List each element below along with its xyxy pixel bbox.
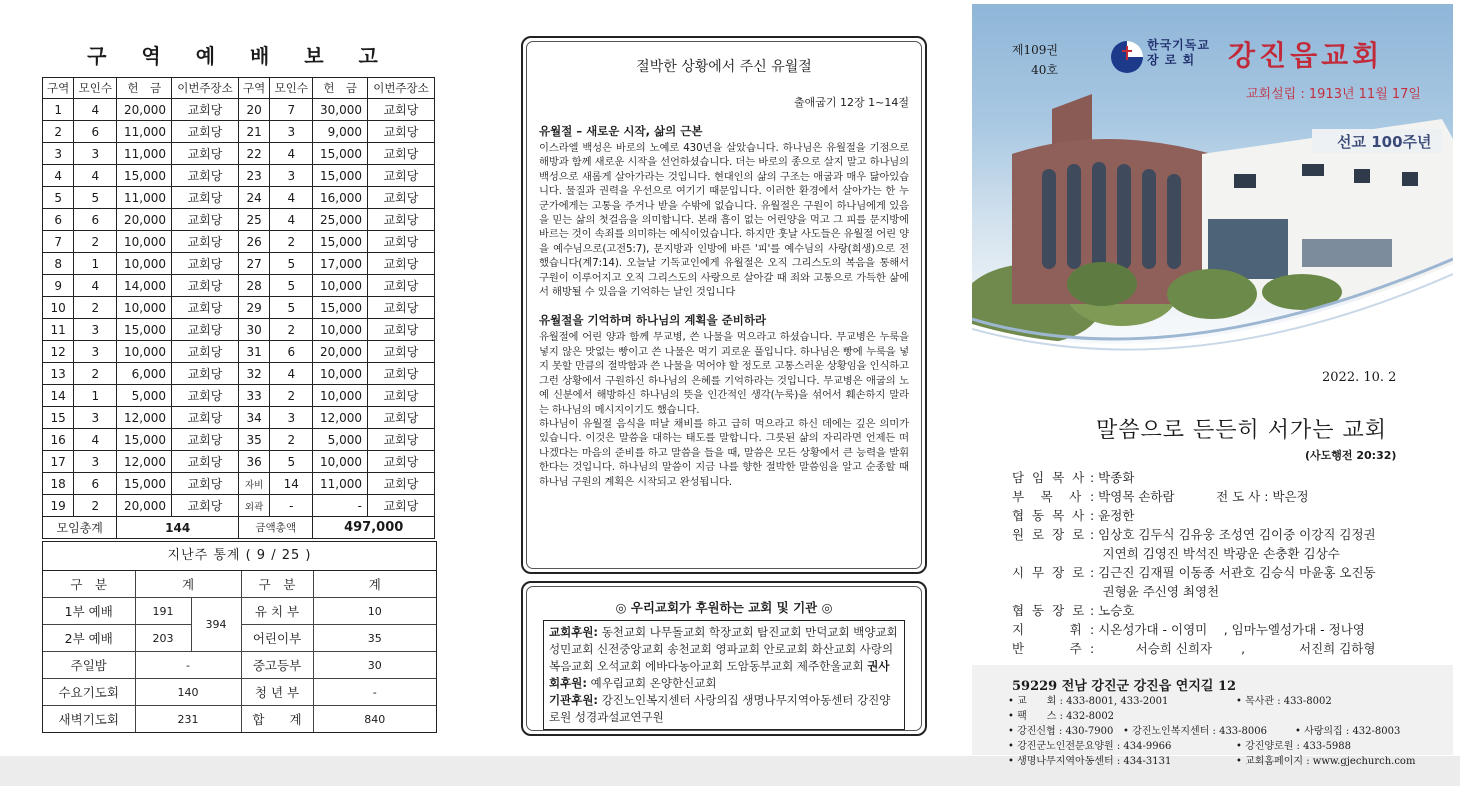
table-cell: 10,000 <box>313 363 368 385</box>
staff-role: 협 동 장 로 <box>1012 603 1087 618</box>
table-cell: 3 <box>270 165 313 187</box>
staff-row <box>1012 601 1442 620</box>
table-cell: 교회당 <box>172 143 239 165</box>
stats-value: 35 <box>313 625 436 652</box>
table-cell: 9,000 <box>313 121 368 143</box>
table-cell: 5,000 <box>313 429 368 451</box>
table-cell: 교회당 <box>172 209 239 231</box>
stats-row <box>43 598 436 625</box>
table-row <box>43 473 435 495</box>
stats-label: 1부 예배 <box>43 598 135 625</box>
table-cell: 7 <box>270 99 313 121</box>
table-cell: 9 <box>43 275 74 297</box>
table-cell: 1 <box>43 99 74 121</box>
table-cell: 2 <box>270 319 313 341</box>
contact-item: • 교 회 : 433-8001, 433-2001 <box>1008 696 1169 707</box>
table-cell: 교회당 <box>172 385 239 407</box>
table-cell: 10,000 <box>117 341 172 363</box>
stats-label: 새벽기도회 <box>43 706 135 733</box>
org-support-label: 기관후원: <box>549 693 599 707</box>
header-cell: 모인수 <box>270 78 313 99</box>
contact-item: • 교회홈페이지 : www.gjechurch.com <box>1236 756 1416 767</box>
table-cell: 10,000 <box>117 253 172 275</box>
table-cell: 10,000 <box>313 319 368 341</box>
table-row <box>43 121 435 143</box>
table-cell: 교회당 <box>172 451 239 473</box>
table-cell: 6 <box>270 341 313 363</box>
article-inner <box>526 41 922 569</box>
volume-badge <box>1008 40 1058 80</box>
table-cell: 3 <box>270 407 313 429</box>
table-cell: 18 <box>43 473 74 495</box>
table-cell: 26 <box>238 231 269 253</box>
header-cell: 구역 <box>238 78 269 99</box>
table-cell: 21 <box>238 121 269 143</box>
denomination-line2: 장 로 회 <box>1147 53 1196 67</box>
table-cell: 11,000 <box>117 121 172 143</box>
table-cell: 10,000 <box>313 451 368 473</box>
table-row <box>43 495 435 517</box>
table-cell: 4 <box>74 99 117 121</box>
contact-item: • 강진군노인전문요양원 : 434-9966 <box>1008 741 1172 752</box>
denomination <box>1147 38 1210 68</box>
table-cell: 20,000 <box>117 495 172 517</box>
table-cell: 11,000 <box>117 143 172 165</box>
table-cell: 14,000 <box>117 275 172 297</box>
table-cell: 교회당 <box>172 231 239 253</box>
table-cell: 교회당 <box>172 429 239 451</box>
table-cell: 15,000 <box>117 319 172 341</box>
table-row <box>43 429 435 451</box>
table-cell: 3 <box>74 341 117 363</box>
table-cell: 5 <box>270 253 313 275</box>
staff-names: : 박종화 <box>1090 470 1135 485</box>
table-row <box>43 231 435 253</box>
staff-names: : 시온성가대 - 이영미 , 임마누엘성가대 - 정나영 <box>1090 622 1365 637</box>
table-cell: 5 <box>270 451 313 473</box>
report-header-row <box>43 78 435 99</box>
table-cell: 28 <box>238 275 269 297</box>
table-cell: 교회당 <box>367 209 434 231</box>
table-cell: 31 <box>238 341 269 363</box>
amount-label: 금액총액 <box>238 517 312 539</box>
table-cell: 15 <box>43 407 74 429</box>
article-heading: 유월절을 기억하며 하나님의 계획을 준비하라 <box>539 313 767 328</box>
contact-item: • 목사관 : 433-8002 <box>1236 696 1332 707</box>
table-cell: 12,000 <box>117 451 172 473</box>
table-cell: 6,000 <box>117 363 172 385</box>
total-label: 모임총계 <box>43 517 117 539</box>
table-row <box>43 165 435 187</box>
stats-label: 수요기도회 <box>43 679 135 706</box>
staff-role <box>1012 544 1090 563</box>
table-cell: 교회당 <box>172 99 239 121</box>
staff-row <box>1012 468 1442 487</box>
table-cell: 2 <box>74 231 117 253</box>
table-cell: 4 <box>270 187 313 209</box>
staff-row <box>1012 525 1442 544</box>
table-cell: 15,000 <box>117 165 172 187</box>
table-cell: 4 <box>74 165 117 187</box>
table-cell: 교회당 <box>172 363 239 385</box>
table-cell: 교회당 <box>367 473 434 495</box>
deacon-support-label: 권사회후원: <box>549 659 890 690</box>
table-cell: 교회당 <box>367 121 434 143</box>
table-cell: 33 <box>238 385 269 407</box>
table-cell: 15,000 <box>313 165 368 187</box>
table-cell: 23 <box>238 165 269 187</box>
contact-item: • 강진신협 : 430-7900 <box>1008 726 1114 737</box>
table-cell: 자비 <box>238 473 269 495</box>
stats-value: 10 <box>313 598 436 625</box>
stats-header: 구 분 <box>241 571 313 598</box>
stats-label: 유 치 부 <box>241 598 313 625</box>
header-cell: 모인수 <box>74 78 117 99</box>
table-cell: 5 <box>270 275 313 297</box>
staff-role: 부 목 사 <box>1012 489 1084 504</box>
church-support-label: 교회후원: <box>549 625 599 639</box>
table-cell: 25,000 <box>313 209 368 231</box>
founding-date: 교회설립 : 1913년 11월 17일 <box>1246 87 1421 102</box>
table-cell: 교회당 <box>172 121 239 143</box>
staff-row <box>1012 487 1442 506</box>
table-cell: 15,000 <box>117 429 172 451</box>
contact-list <box>1008 694 1448 769</box>
table-row <box>43 407 435 429</box>
table-row <box>43 99 435 121</box>
table-cell: 10 <box>43 297 74 319</box>
table-cell: 30,000 <box>313 99 368 121</box>
article-heading: 유월절 – 새로운 시작, 삶의 근본 <box>539 124 703 138</box>
table-row <box>43 385 435 407</box>
table-cell: 3 <box>74 407 117 429</box>
total-count: 144 <box>117 517 239 539</box>
stats-value: 203 <box>135 625 191 652</box>
article-paragraph: 하나님이 유월절 음식을 떠날 채비를 하고 급히 먹으라고 하신 데에는 깊은 의미가 있습니다. 이것은 말씀을 대하는 태도를 말합니다. 그릇된 삶의 자리라면 언제든 떠나겠다는 마음의 준비를 하고 말씀을 들을 때, 말씀은 모든 상황에서 큰 능력을 발휘한다는 것입니다. 하나님의 말씀이 지금 나를 향한 절박한 말씀임을 알고 순종할 때 하나님 구원의 계획은 시작되고 완성됩니다. <box>539 417 909 488</box>
table-cell: 교회당 <box>367 407 434 429</box>
contact-item: • 강진노인복지센터 : 433-8006 <box>1123 726 1267 737</box>
church-support-list: 동천교회 나무돌교회 학장교회 탐진교회 만덕교회 백양교회 성민교회 신전중앙교회 송천교회 영파교회 안로교회 화산교회 사랑의복음교회 오석교회 에바다농아교회 도암동부교회 제주한울교회 <box>549 625 898 673</box>
article-title: 절박한 상황에서 주신 유월절 <box>636 59 812 75</box>
denomination-line1: 한국기독교 <box>1147 38 1210 52</box>
staff-names: : 서승희 신희자 , 서진희 김하형 <box>1090 641 1376 656</box>
staff-role: 시 무 장 로 <box>1012 565 1087 580</box>
stats-table <box>43 571 436 732</box>
staff-row <box>1012 563 1442 582</box>
table-cell: 27 <box>238 253 269 275</box>
table-cell: 2 <box>74 495 117 517</box>
staff-names: 지연희 김영진 박석진 박광운 손충환 김상수 <box>1090 546 1340 561</box>
header-cell: 이번주장소 <box>172 78 239 99</box>
table-cell: 19 <box>43 495 74 517</box>
table-cell: 교회당 <box>367 187 434 209</box>
stats-value: 140 <box>135 679 241 706</box>
staff-names: : 임상호 김두식 김유웅 조성연 김이중 이강직 김정권 <box>1090 527 1376 542</box>
table-cell: 7 <box>43 231 74 253</box>
district-report <box>42 40 437 539</box>
table-cell: 2 <box>43 121 74 143</box>
table-cell: 5 <box>74 187 117 209</box>
table-row <box>43 187 435 209</box>
table-cell: 1 <box>74 385 117 407</box>
total-amount: 497,000 <box>313 517 435 539</box>
table-row <box>43 253 435 275</box>
article-reference: 출애굽기 12장 1~14절 <box>794 96 909 109</box>
article-paragraph: 유월절에 어린 양과 함께 무교병, 쓴 나물을 먹으라고 하셨습니다. 무교병은 누룩을 넣지 않은 맛없는 빵이고 쓴 나물은 먹기 괴로운 풀입니다. 하나님은 빵에 누룩을 넣지 못할 만큼의 절박함과 쓴 나물을 먹어야 할 정도로 고통스러운 상황임을 인식하고 그런 상황에서 구원하신 하나님의 은혜를 기억하라는 것입니다. 무교병은 애굽의 노예 신분에서 해방하신 하나님의 뜻을 인간적인 생각(누룩)을 섞어서 훼손하지 말라는 하나님의 메시지이기도 했습니다. <box>539 331 909 416</box>
table-cell: 5,000 <box>117 385 172 407</box>
table-cell: 교회당 <box>367 341 434 363</box>
church-address: 59229 전남 강진군 강진읍 연지길 12 <box>1012 679 1237 694</box>
stats-row <box>43 706 436 733</box>
stats-header: 계 <box>313 571 436 598</box>
staff-row <box>1012 620 1442 639</box>
table-cell: 22 <box>238 143 269 165</box>
table-cell: 6 <box>74 121 117 143</box>
table-cell: - <box>313 495 368 517</box>
table-cell: 교회당 <box>172 253 239 275</box>
table-cell: 5 <box>43 187 74 209</box>
table-cell: 4 <box>270 143 313 165</box>
sermon-article <box>521 36 927 574</box>
table-cell: 교회당 <box>367 165 434 187</box>
table-cell: 교회당 <box>172 407 239 429</box>
table-cell: 5 <box>270 297 313 319</box>
church-motto: 말씀으로 든든히 서가는 교회 <box>1096 418 1388 443</box>
table-cell: 3 <box>74 451 117 473</box>
table-cell: 3 <box>74 319 117 341</box>
table-cell: 11 <box>43 319 74 341</box>
table-cell: 1 <box>74 253 117 275</box>
staff-role <box>1012 582 1090 601</box>
table-cell: 교회당 <box>367 275 434 297</box>
table-cell: 2 <box>74 363 117 385</box>
stats-value: - <box>313 679 436 706</box>
table-cell: 3 <box>74 143 117 165</box>
table-cell: 14 <box>270 473 313 495</box>
stats-label: 어린이부 <box>241 625 313 652</box>
stats-header: 구 분 <box>43 571 135 598</box>
report-table <box>42 77 435 539</box>
stats-title: 지난주 통계 ( 9 / 25 ) <box>43 542 436 571</box>
header-cell: 구역 <box>43 78 74 99</box>
stats-value: 30 <box>313 652 436 679</box>
staff-row <box>1012 544 1442 563</box>
table-cell: 교회당 <box>367 451 434 473</box>
table-cell: 16 <box>43 429 74 451</box>
table-cell: 13 <box>43 363 74 385</box>
table-cell: 외곽 <box>238 495 269 517</box>
motto-reference: (사도행전 20:32) <box>1305 449 1397 462</box>
table-cell: 20,000 <box>117 99 172 121</box>
stats-value: 191 <box>135 598 191 625</box>
staff-role: 담 임 목 사 <box>1012 470 1087 485</box>
staff-names: : 윤정한 <box>1090 508 1135 523</box>
bulletin-date: 2022. 10. 2 <box>1322 370 1397 385</box>
church-logo-icon <box>1110 40 1144 74</box>
table-cell: 24 <box>238 187 269 209</box>
table-cell: 12 <box>43 341 74 363</box>
table-cell: 8 <box>43 253 74 275</box>
table-row <box>43 341 435 363</box>
table-cell: 3 <box>43 143 74 165</box>
table-cell: 2 <box>74 297 117 319</box>
header-cell: 헌 금 <box>117 78 172 99</box>
table-cell: 교회당 <box>172 495 239 517</box>
stats-sunday-total: 394 <box>191 598 241 652</box>
table-cell: 교회당 <box>367 297 434 319</box>
table-cell: 4 <box>74 275 117 297</box>
stats-row <box>43 679 436 706</box>
supported-churches <box>521 581 927 736</box>
staff-names: : 김근진 김재필 이동종 서관호 김승식 마윤홍 오진동 <box>1090 565 1376 580</box>
table-cell: 17 <box>43 451 74 473</box>
table-cell: 교회당 <box>172 341 239 363</box>
table-cell: 12,000 <box>117 407 172 429</box>
table-cell: 4 <box>43 165 74 187</box>
table-cell: 4 <box>270 209 313 231</box>
contact-item: • 팩 스 : 432-8002 <box>1008 711 1115 722</box>
support-inner <box>526 586 922 731</box>
org-support-list: 강진노인복지센터 사랑의집 생명나무지역아동센터 강진양로원 성경과설교연구원 <box>549 693 891 724</box>
table-cell: 교회당 <box>367 143 434 165</box>
table-row <box>43 297 435 319</box>
table-row <box>43 363 435 385</box>
support-title: ◎ 우리교회가 후원하는 교회 및 기관 ◎ <box>615 600 833 615</box>
table-cell: 29 <box>238 297 269 319</box>
staff-names: : 박영목 손하람 전 도 사 : 박은정 <box>1090 489 1309 504</box>
table-cell: 교회당 <box>172 165 239 187</box>
table-cell: 15,000 <box>313 297 368 319</box>
table-cell: 15,000 <box>117 473 172 495</box>
table-cell: 35 <box>238 429 269 451</box>
report-total-row <box>43 517 435 539</box>
stats-label: 청 년 부 <box>241 679 313 706</box>
church-name: 강진읍교회 <box>1228 39 1384 72</box>
support-list <box>543 620 905 730</box>
stats-value: - <box>135 652 241 679</box>
header-cell: 이번주장소 <box>367 78 434 99</box>
table-cell: 교회당 <box>172 275 239 297</box>
table-cell: 교회당 <box>367 385 434 407</box>
table-cell: 11,000 <box>313 473 368 495</box>
table-cell: 10,000 <box>117 297 172 319</box>
staff-names: 권형윤 주신영 최영천 <box>1090 584 1220 599</box>
table-row <box>43 275 435 297</box>
stats-label: 합 계 <box>241 706 313 733</box>
staff-row <box>1012 639 1442 658</box>
stats-value: 840 <box>313 706 436 733</box>
table-cell: 36 <box>238 451 269 473</box>
issue-number: 40호 <box>1031 63 1058 77</box>
table-cell: 교회당 <box>367 495 434 517</box>
volume-number: 제109권 <box>1011 43 1058 57</box>
table-cell: 20,000 <box>117 209 172 231</box>
table-cell: 15,000 <box>313 143 368 165</box>
table-cell: 20 <box>238 99 269 121</box>
report-body <box>43 99 435 517</box>
deacon-support-list: 예우림교회 온양한신교회 <box>586 676 717 690</box>
table-cell: 교회당 <box>172 473 239 495</box>
table-cell: 교회당 <box>172 319 239 341</box>
table-cell: 10,000 <box>313 275 368 297</box>
table-cell: 4 <box>270 363 313 385</box>
staff-role: 반 주 <box>1012 641 1084 656</box>
table-cell: 17,000 <box>313 253 368 275</box>
staff-row <box>1012 506 1442 525</box>
table-cell: 교회당 <box>367 363 434 385</box>
mission-banner: 선교 100주년 <box>1337 133 1432 151</box>
table-row <box>43 209 435 231</box>
table-cell: 14 <box>43 385 74 407</box>
header-cell: 헌 금 <box>313 78 368 99</box>
table-cell: 32 <box>238 363 269 385</box>
staff-names: : 노승호 <box>1090 603 1135 618</box>
table-cell: 2 <box>270 385 313 407</box>
table-cell: 2 <box>270 231 313 253</box>
stats-header: 계 <box>135 571 241 598</box>
weekly-stats <box>42 541 437 733</box>
table-cell: 교회당 <box>367 319 434 341</box>
table-cell: 30 <box>238 319 269 341</box>
table-cell: 6 <box>74 473 117 495</box>
table-cell: 15,000 <box>313 231 368 253</box>
stats-label: 중고등부 <box>241 652 313 679</box>
table-row <box>43 143 435 165</box>
table-cell: 20,000 <box>313 341 368 363</box>
table-cell: 4 <box>74 429 117 451</box>
table-cell: 교회당 <box>172 297 239 319</box>
table-cell: 25 <box>238 209 269 231</box>
table-cell: 34 <box>238 407 269 429</box>
staff-role: 협 동 목 사 <box>1012 508 1087 523</box>
stats-value: 231 <box>135 706 241 733</box>
table-cell: 교회당 <box>367 253 434 275</box>
table-cell: 2 <box>270 429 313 451</box>
stats-header-row <box>43 571 436 598</box>
article-paragraph: 이스라엘 백성은 바로의 노예로 430년을 살았습니다. 하나님은 유월절을 기점으로 해방과 함께 새로운 시작을 선언하셨습니다. 더는 바로의 종으로 살지 말고 하나님의 백성으로 새롭게 살아가라는 것입니다. 현대인의 삶의 구조는 애굽과 매우 닮아있습니다. 물질과 권력을 우선으로 여기기 때문입니다. 이러한 환경에서 살아가는 한 누군가에게는 고통을 주거나 받을 수밖에 없습니다. 유월절은 구원이 하나님에게 있음을 믿는 삶의 첫걸음을 의미합니다. 본래 흠이 없는 어린양을 먹고 그 피를 문지방에 바르는 것이 속죄를 의미하는 예식이었습니다. 하지만 훗날 사도들은 유월절 어린 양을 예수님으로(고전5:7), 문지방과 인방에 바른 '피'를 예수님의 사랑(희생)으로 전했습니다(계7:14). 오늘날 기독교인에게 유월절은 오직 그리스도의 복음을 통해서 구원이 이루어지고 오직 그리스도의 사랑으로 살아갈 때 죄와 고통으로 가득한 삶에서 해방될 수 있음을 기억하는 날인 것입니다 <box>539 142 909 299</box>
table-cell: 교회당 <box>172 187 239 209</box>
report-title: 구 역 예 배 보 고 <box>87 44 392 68</box>
table-row <box>43 319 435 341</box>
table-cell: 3 <box>270 121 313 143</box>
staff-list <box>1012 468 1442 658</box>
table-cell: 6 <box>43 209 74 231</box>
stats-label: 2부 예배 <box>43 625 135 652</box>
table-cell: 11,000 <box>117 187 172 209</box>
table-cell: 교회당 <box>367 429 434 451</box>
contact-item: • 강진양로원 : 433-5988 <box>1236 741 1352 752</box>
table-row <box>43 451 435 473</box>
contact-item: • 사랑의집 : 432-8003 <box>1295 726 1401 737</box>
staff-role: 원 로 장 로 <box>1012 527 1087 542</box>
table-cell: 10,000 <box>117 231 172 253</box>
table-cell: 12,000 <box>313 407 368 429</box>
stats-row <box>43 652 436 679</box>
stats-label: 주일밤 <box>43 652 135 679</box>
staff-row <box>1012 582 1442 601</box>
table-cell: 16,000 <box>313 187 368 209</box>
table-cell: 교회당 <box>367 231 434 253</box>
table-cell: 교회당 <box>367 99 434 121</box>
table-cell: 10,000 <box>313 385 368 407</box>
table-cell: 6 <box>74 209 117 231</box>
staff-role: 지 휘 <box>1012 622 1084 637</box>
table-cell: - <box>270 495 313 517</box>
contact-item: • 생명나무지역아동센터 : 434-3131 <box>1008 756 1172 767</box>
